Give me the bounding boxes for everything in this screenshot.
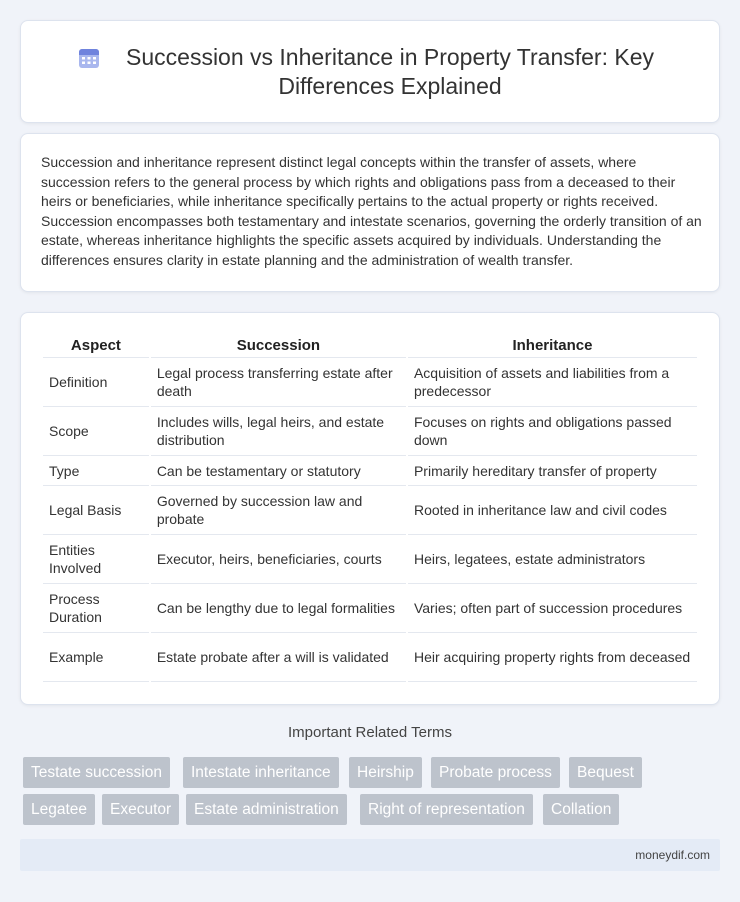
table-row — [43, 535, 697, 584]
cell-aspect: Example — [43, 633, 149, 682]
tag-bequest[interactable]: Bequest — [569, 757, 642, 788]
cell-aspect: Entities Involved — [43, 535, 149, 584]
tag-right-of-representation[interactable]: Right of representation — [360, 794, 533, 825]
related-terms-heading: Important Related Terms — [288, 724, 452, 741]
table-row — [43, 584, 697, 633]
cell-inheritance: Varies; often part of succession procedures — [408, 584, 697, 633]
cell-inheritance: Acquisition of assets and liabilities from a predecessor — [408, 358, 697, 407]
cell-succession: Can be testamentary or statutory — [151, 456, 406, 486]
cell-aspect: Legal Basis — [43, 486, 149, 535]
header-aspect: Aspect — [43, 335, 149, 358]
comparison-table-card — [20, 312, 720, 705]
table-row — [43, 358, 697, 407]
tag-probate-process[interactable]: Probate process — [431, 757, 560, 788]
footer-brand[interactable]: moneydif.com — [635, 848, 710, 862]
footer-bar — [20, 839, 720, 871]
header-inheritance: Inheritance — [408, 335, 697, 358]
tag-collation[interactable]: Collation — [543, 794, 619, 825]
tag-testate-succession[interactable]: Testate succession — [23, 757, 170, 788]
tag-legatee[interactable]: Legatee — [23, 794, 95, 825]
page-title: Succession vs Inheritance in Property Transfer: Key Differences Explained — [126, 43, 654, 99]
cell-inheritance: Rooted in inheritance law and civil codes — [408, 486, 697, 535]
cell-succession: Governed by succession law and probate — [151, 486, 406, 535]
cell-inheritance: Focuses on rights and obligations passed down — [408, 407, 697, 456]
tag-intestate-inheritance[interactable]: Intestate inheritance — [183, 757, 339, 788]
cell-aspect: Process Duration — [43, 584, 149, 633]
table-header-row — [43, 335, 697, 358]
table-row — [43, 633, 697, 682]
comparison-table — [41, 335, 699, 682]
table-row — [43, 407, 697, 456]
cell-inheritance: Primarily hereditary transfer of property — [408, 456, 697, 486]
cell-inheritance: Heirs, legatees, estate administrators — [408, 535, 697, 584]
intro-card — [20, 133, 720, 292]
cell-succession: Includes wills, legal heirs, and estate distribution — [151, 407, 406, 456]
cell-succession: Can be lengthy due to legal formalities — [151, 584, 406, 633]
cell-aspect: Scope — [43, 407, 149, 456]
table-row — [43, 486, 697, 535]
intro-paragraph: Succession and inheritance represent distinct legal concepts within the transfer of assets, where succession refers to the general process by which rights and obligations pass from a deceased to their heirs or beneficiaries, while inheritance specifically pertains to the actual property or rights received. Succession encompasses both testamentary and intestate scenarios, governing the orderly transition of an estate, whereas inheritance highlights the specific assets acquired by individuals. Understanding the differences ensures clarity in estate planning and the administration of wealth transfer. — [41, 154, 702, 268]
cell-aspect: Type — [43, 456, 149, 486]
cell-inheritance: Heir acquiring property rights from deceased — [408, 633, 697, 682]
cell-succession: Legal process transferring estate after death — [151, 358, 406, 407]
tag-heirship[interactable]: Heirship — [349, 757, 422, 788]
tag-executor[interactable]: Executor — [102, 794, 179, 825]
table-row — [43, 456, 697, 486]
cell-succession: Executor, heirs, beneficiaries, courts — [151, 535, 406, 584]
header-succession: Succession — [151, 335, 406, 358]
title-card — [20, 20, 720, 123]
cell-aspect: Definition — [43, 358, 149, 407]
cell-succession: Estate probate after a will is validated — [151, 633, 406, 682]
tag-estate-administration[interactable]: Estate administration — [186, 794, 347, 825]
